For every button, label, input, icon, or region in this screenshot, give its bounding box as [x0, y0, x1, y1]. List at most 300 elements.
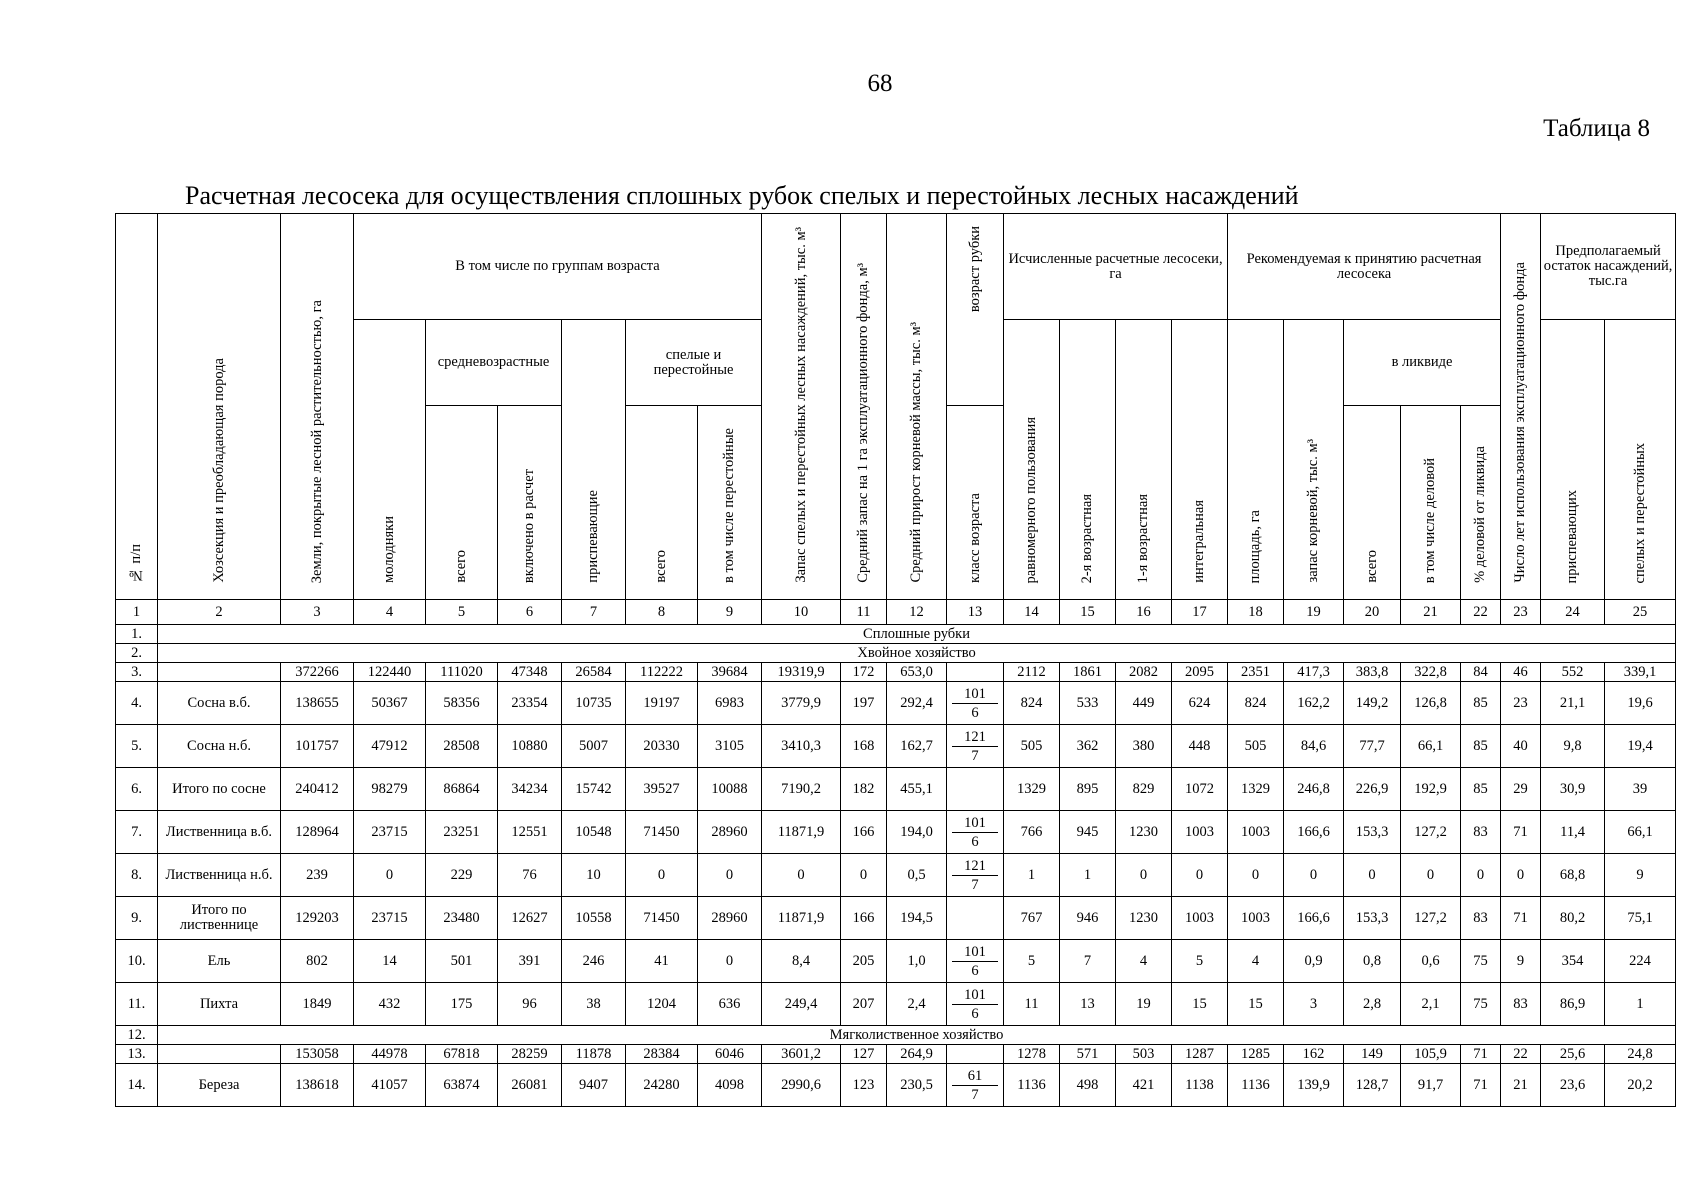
data-cell: 23354 [498, 682, 562, 725]
header-c6: включено в расчет [498, 406, 562, 600]
age-class-cell [947, 1064, 1004, 1107]
section-row [116, 625, 1676, 644]
row-number: 14. [116, 1064, 158, 1107]
data-cell: 448 [1172, 725, 1228, 768]
cutting-age: 101 [952, 814, 998, 833]
data-cell: 0,6 [1401, 940, 1461, 983]
table-row [116, 1045, 1676, 1064]
data-cell: 1204 [626, 983, 698, 1026]
data-cell: 71 [1501, 811, 1541, 854]
row-name: Лиственница в.б. [158, 811, 281, 854]
age-class: 6 [971, 1005, 979, 1022]
data-cell: 449 [1116, 682, 1172, 725]
data-cell: 624 [1172, 682, 1228, 725]
data-cell: 4098 [698, 1064, 762, 1107]
data-cell: 123 [841, 1064, 887, 1107]
data-cell: 19197 [626, 682, 698, 725]
data-cell: 417,3 [1284, 663, 1344, 682]
row-number: 12. [116, 1026, 158, 1045]
data-cell: 19,6 [1605, 682, 1676, 725]
data-cell: 122440 [354, 663, 426, 682]
section-row [116, 644, 1676, 663]
data-cell: 58356 [426, 682, 498, 725]
data-cell: 28960 [698, 811, 762, 854]
data-cell: 66,1 [1401, 725, 1461, 768]
row-number: 1. [116, 625, 158, 644]
data-cell: 47912 [354, 725, 426, 768]
table-title: Расчетная лесосека для осуществления сплошных рубок спелых и перестойных лесных насаждений [185, 181, 1299, 210]
data-cell: 166,6 [1284, 897, 1344, 940]
data-cell: 153058 [281, 1045, 354, 1064]
section-label: Хвойное хозяйство [158, 644, 1676, 663]
data-cell: 30,9 [1541, 768, 1605, 811]
column-number: 18 [1228, 600, 1284, 625]
data-cell: 101757 [281, 725, 354, 768]
data-cell: 20,2 [1605, 1064, 1676, 1107]
header-c23: Число лет использования эксплуатационного фонда [1501, 214, 1541, 600]
data-cell: 197 [841, 682, 887, 725]
data-cell: 162 [1284, 1045, 1344, 1064]
data-cell: 47348 [498, 663, 562, 682]
data-cell: 168 [841, 725, 887, 768]
data-cell: 175 [426, 983, 498, 1026]
data-cell: 229 [426, 854, 498, 897]
data-cell: 1 [1060, 854, 1116, 897]
data-cell: 11878 [562, 1045, 626, 1064]
data-cell: 112222 [626, 663, 698, 682]
table-row [116, 1064, 1676, 1107]
data-cell: 86864 [426, 768, 498, 811]
data-cell: 19 [1116, 983, 1172, 1026]
data-cell: 85 [1461, 768, 1501, 811]
table-row [116, 768, 1676, 811]
data-cell: 498 [1060, 1064, 1116, 1107]
header-c12: Средний прирост корневой массы, тыс. м³ [887, 214, 947, 600]
data-cell: 68,8 [1541, 854, 1605, 897]
header-calc: Исчисленные расчетные лесосеки, га [1004, 214, 1228, 320]
data-cell: 83 [1461, 811, 1501, 854]
header-c2: Хозсекция и преобладающая порода [158, 214, 281, 600]
header-c13: класс возраста [947, 406, 1004, 600]
table-row [116, 854, 1676, 897]
data-cell: 10088 [698, 768, 762, 811]
data-cell: 25,6 [1541, 1045, 1605, 1064]
data-cell: 3410,3 [762, 725, 841, 768]
table-row [116, 682, 1676, 725]
data-cell: 23251 [426, 811, 498, 854]
data-cell: 71 [1461, 1064, 1501, 1107]
data-cell: 10548 [562, 811, 626, 854]
data-cell: 1,0 [887, 940, 947, 983]
data-cell: 824 [1004, 682, 1060, 725]
data-cell: 829 [1116, 768, 1172, 811]
data-cell: 28508 [426, 725, 498, 768]
data-cell: 636 [698, 983, 762, 1026]
data-cell: 380 [1116, 725, 1172, 768]
header-mature: спелые и перестойные [626, 320, 762, 406]
data-cell: 23715 [354, 897, 426, 940]
age-class-cell [947, 768, 1004, 811]
data-cell: 105,9 [1401, 1045, 1461, 1064]
column-number: 24 [1541, 600, 1605, 625]
data-cell: 1329 [1228, 768, 1284, 811]
data-cell: 24,8 [1605, 1045, 1676, 1064]
data-cell: 505 [1004, 725, 1060, 768]
data-cell: 138618 [281, 1064, 354, 1107]
data-cell: 802 [281, 940, 354, 983]
data-cell: 0 [354, 854, 426, 897]
data-cell: 0 [1116, 854, 1172, 897]
table-row [116, 725, 1676, 768]
data-cell: 2,8 [1344, 983, 1401, 1026]
row-name: Береза [158, 1064, 281, 1107]
data-cell: 41057 [354, 1064, 426, 1107]
data-cell: 1230 [1116, 811, 1172, 854]
data-cell: 128,7 [1344, 1064, 1401, 1107]
data-cell: 0 [1344, 854, 1401, 897]
header-c21: в том числе деловой [1401, 406, 1461, 600]
table-row [116, 940, 1676, 983]
data-cell: 6983 [698, 682, 762, 725]
data-cell: 8,4 [762, 940, 841, 983]
age-class-cell [947, 811, 1004, 854]
age-class: 7 [971, 876, 979, 893]
data-cell: 1003 [1172, 811, 1228, 854]
data-cell: 11,4 [1541, 811, 1605, 854]
data-cell: 246,8 [1284, 768, 1344, 811]
data-cell: 0 [1501, 854, 1541, 897]
column-number: 8 [626, 600, 698, 625]
data-cell: 12627 [498, 897, 562, 940]
row-number: 8. [116, 854, 158, 897]
section-row [116, 1026, 1676, 1045]
data-cell: 0 [1461, 854, 1501, 897]
data-cell: 3105 [698, 725, 762, 768]
data-cell: 96 [498, 983, 562, 1026]
data-cell: 127,2 [1401, 897, 1461, 940]
section-label: Мягколиственное хозяйство [158, 1026, 1676, 1045]
data-cell: 127 [841, 1045, 887, 1064]
data-cell: 3 [1284, 983, 1344, 1026]
data-cell: 11871,9 [762, 811, 841, 854]
data-cell: 84,6 [1284, 725, 1344, 768]
row-number: 3. [116, 663, 158, 682]
data-cell: 149,2 [1344, 682, 1401, 725]
data-cell: 40 [1501, 725, 1541, 768]
data-cell: 182 [841, 768, 887, 811]
header-c19: запас корневой, тыс. м³ [1284, 320, 1344, 600]
header-c1: № п/п [116, 214, 158, 600]
header-c10: Запас спелых и перестойных лесных насаждений, тыс. м³ [762, 214, 841, 600]
age-class-cell [947, 663, 1004, 682]
data-cell: 9407 [562, 1064, 626, 1107]
header-remainder: Предполагаемый остаток насаждений, тыс.га [1541, 214, 1676, 320]
section-label: Сплошные рубки [158, 625, 1676, 644]
data-cell: 372266 [281, 663, 354, 682]
data-cell: 5 [1172, 940, 1228, 983]
cutting-age: 101 [952, 986, 998, 1005]
row-number: 13. [116, 1045, 158, 1064]
row-name [158, 1045, 281, 1064]
data-cell: 6046 [698, 1045, 762, 1064]
data-cell: 0,9 [1284, 940, 1344, 983]
column-number: 21 [1401, 600, 1461, 625]
data-cell: 1287 [1172, 1045, 1228, 1064]
header-c16: 1-я возрастная [1116, 320, 1172, 600]
data-cell: 83 [1501, 983, 1541, 1026]
data-cell: 571 [1060, 1045, 1116, 1064]
data-cell: 63874 [426, 1064, 498, 1107]
data-cell: 24280 [626, 1064, 698, 1107]
data-cell: 4 [1116, 940, 1172, 983]
data-cell: 71450 [626, 897, 698, 940]
data-cell: 455,1 [887, 768, 947, 811]
data-cell: 23,6 [1541, 1064, 1605, 1107]
data-cell: 26584 [562, 663, 626, 682]
header-c3: Земли, покрытые лесной растительностью, га [281, 214, 354, 600]
data-cell: 946 [1060, 897, 1116, 940]
data-cell: 162,7 [887, 725, 947, 768]
cutting-age: 61 [952, 1067, 998, 1086]
data-cell: 84 [1461, 663, 1501, 682]
age-class: 6 [971, 704, 979, 721]
data-cell: 9,8 [1541, 725, 1605, 768]
data-cell: 126,8 [1401, 682, 1461, 725]
data-cell: 166 [841, 811, 887, 854]
row-number: 11. [116, 983, 158, 1026]
age-class-cell [947, 897, 1004, 940]
data-cell: 0,8 [1344, 940, 1401, 983]
age-class-cell [947, 725, 1004, 768]
column-number: 19 [1284, 600, 1344, 625]
data-cell: 83 [1461, 897, 1501, 940]
data-cell: 75 [1461, 983, 1501, 1026]
data-cell: 14 [354, 940, 426, 983]
age-class: 6 [971, 833, 979, 850]
data-cell: 15 [1172, 983, 1228, 1026]
data-cell: 1849 [281, 983, 354, 1026]
data-cell: 0 [698, 940, 762, 983]
data-cell: 292,4 [887, 682, 947, 725]
row-name [158, 663, 281, 682]
data-cell: 322,8 [1401, 663, 1461, 682]
cutting-area-table [115, 213, 1676, 1107]
data-cell: 13 [1060, 983, 1116, 1026]
data-cell: 1136 [1004, 1064, 1060, 1107]
data-cell: 46 [1501, 663, 1541, 682]
data-cell: 139,9 [1284, 1064, 1344, 1107]
row-number: 7. [116, 811, 158, 854]
data-cell: 172 [841, 663, 887, 682]
data-cell: 10 [562, 854, 626, 897]
row-name: Ель [158, 940, 281, 983]
data-cell: 67818 [426, 1045, 498, 1064]
row-number: 2. [116, 644, 158, 663]
data-cell: 34234 [498, 768, 562, 811]
data-cell: 2112 [1004, 663, 1060, 682]
data-cell: 0 [1401, 854, 1461, 897]
data-cell: 339,1 [1605, 663, 1676, 682]
column-number: 6 [498, 600, 562, 625]
header-c7: приспевающие [562, 320, 626, 600]
row-number: 4. [116, 682, 158, 725]
age-class: 7 [971, 1086, 979, 1103]
data-cell: 1329 [1004, 768, 1060, 811]
row-name: Сосна в.б. [158, 682, 281, 725]
data-cell: 76 [498, 854, 562, 897]
data-cell: 230,5 [887, 1064, 947, 1107]
data-cell: 128964 [281, 811, 354, 854]
row-number: 9. [116, 897, 158, 940]
data-cell: 19319,9 [762, 663, 841, 682]
data-cell: 153,3 [1344, 811, 1401, 854]
data-cell: 3601,2 [762, 1045, 841, 1064]
data-cell: 226,9 [1344, 768, 1401, 811]
data-cell: 149 [1344, 1045, 1401, 1064]
header-c17: интегральная [1172, 320, 1228, 600]
data-cell: 166 [841, 897, 887, 940]
table-row [116, 983, 1676, 1026]
data-cell: 533 [1060, 682, 1116, 725]
data-cell: 23480 [426, 897, 498, 940]
data-cell: 127,2 [1401, 811, 1461, 854]
header-c15: 2-я возрастная [1060, 320, 1116, 600]
header-c20: всего [1344, 406, 1401, 600]
row-name: Итого по сосне [158, 768, 281, 811]
header-c5: всего [426, 406, 498, 600]
data-cell: 19,4 [1605, 725, 1676, 768]
column-number: 11 [841, 600, 887, 625]
column-number: 17 [1172, 600, 1228, 625]
table-label: Таблица 8 [1543, 115, 1650, 142]
column-number: 22 [1461, 600, 1501, 625]
data-cell: 20330 [626, 725, 698, 768]
data-cell: 22 [1501, 1045, 1541, 1064]
column-numbers-row [116, 600, 1676, 625]
data-cell: 207 [841, 983, 887, 1026]
header-c24: приспевающих [1541, 320, 1605, 600]
data-cell: 240412 [281, 768, 354, 811]
data-cell: 10880 [498, 725, 562, 768]
data-cell: 85 [1461, 682, 1501, 725]
cutting-age: 121 [952, 728, 998, 747]
data-cell: 7190,2 [762, 768, 841, 811]
age-class-cell [947, 1045, 1004, 1064]
data-cell: 26081 [498, 1064, 562, 1107]
row-number: 10. [116, 940, 158, 983]
data-cell: 1 [1605, 983, 1676, 1026]
data-cell: 205 [841, 940, 887, 983]
data-cell: 28259 [498, 1045, 562, 1064]
data-cell: 2990,6 [762, 1064, 841, 1107]
header-c14: равномерного пользования [1004, 320, 1060, 600]
data-cell: 9 [1501, 940, 1541, 983]
column-number: 2 [158, 600, 281, 625]
data-cell: 10735 [562, 682, 626, 725]
row-number: 5. [116, 725, 158, 768]
data-cell: 21 [1501, 1064, 1541, 1107]
column-number: 9 [698, 600, 762, 625]
data-cell: 239 [281, 854, 354, 897]
cutting-age: 101 [952, 685, 998, 704]
data-cell: 71 [1461, 1045, 1501, 1064]
data-cell: 9 [1605, 854, 1676, 897]
column-number: 15 [1060, 600, 1116, 625]
data-cell: 166,6 [1284, 811, 1344, 854]
data-cell: 246 [562, 940, 626, 983]
data-cell: 249,4 [762, 983, 841, 1026]
data-cell: 391 [498, 940, 562, 983]
header-c8: всего [626, 406, 698, 600]
row-name: Итого по лиственнице [158, 897, 281, 940]
header-recommended: Рекомендуемая к принятию расчетная лесосека [1228, 214, 1501, 320]
header-c18: площадь, га [1228, 320, 1284, 600]
age-class-cell [947, 940, 1004, 983]
data-cell: 421 [1116, 1064, 1172, 1107]
data-cell: 11 [1004, 983, 1060, 1026]
row-name: Сосна н.б. [158, 725, 281, 768]
data-cell: 28384 [626, 1045, 698, 1064]
data-cell: 503 [1116, 1045, 1172, 1064]
column-number: 3 [281, 600, 354, 625]
data-cell: 192,9 [1401, 768, 1461, 811]
data-cell: 86,9 [1541, 983, 1605, 1026]
header-c4: молодняки [354, 320, 426, 600]
data-cell: 41 [626, 940, 698, 983]
data-cell: 39684 [698, 663, 762, 682]
data-cell: 162,2 [1284, 682, 1344, 725]
data-cell: 71450 [626, 811, 698, 854]
header-c22: % деловой от ликвида [1461, 406, 1501, 600]
data-cell: 80,2 [1541, 897, 1605, 940]
column-number: 13 [947, 600, 1004, 625]
data-cell: 138655 [281, 682, 354, 725]
column-number: 16 [1116, 600, 1172, 625]
data-cell: 11871,9 [762, 897, 841, 940]
data-cell: 0 [698, 854, 762, 897]
data-cell: 71 [1501, 897, 1541, 940]
row-number: 6. [116, 768, 158, 811]
data-cell: 66,1 [1605, 811, 1676, 854]
age-class-cell [947, 682, 1004, 725]
data-cell: 1 [1004, 854, 1060, 897]
data-cell: 50367 [354, 682, 426, 725]
data-cell: 15 [1228, 983, 1284, 1026]
data-cell: 895 [1060, 768, 1116, 811]
data-cell: 194,5 [887, 897, 947, 940]
data-cell: 2095 [1172, 663, 1228, 682]
cutting-age: 121 [952, 857, 998, 876]
age-class: 7 [971, 747, 979, 764]
cutting-age: 101 [952, 943, 998, 962]
header-c11: Средний запас на 1 га эксплуатационного фонда, м³ [841, 214, 887, 600]
data-cell: 153,3 [1344, 897, 1401, 940]
column-number: 20 [1344, 600, 1401, 625]
header-c9: в том числе перестойные [698, 406, 762, 600]
data-cell: 21,1 [1541, 682, 1605, 725]
table-row [116, 897, 1676, 940]
data-cell: 0,5 [887, 854, 947, 897]
data-cell: 552 [1541, 663, 1605, 682]
column-number: 7 [562, 600, 626, 625]
age-class-cell [947, 854, 1004, 897]
data-cell: 98279 [354, 768, 426, 811]
header-row-1 [116, 214, 1676, 320]
column-number: 12 [887, 600, 947, 625]
data-cell: 91,7 [1401, 1064, 1461, 1107]
data-cell: 2,1 [1401, 983, 1461, 1026]
data-cell: 362 [1060, 725, 1116, 768]
